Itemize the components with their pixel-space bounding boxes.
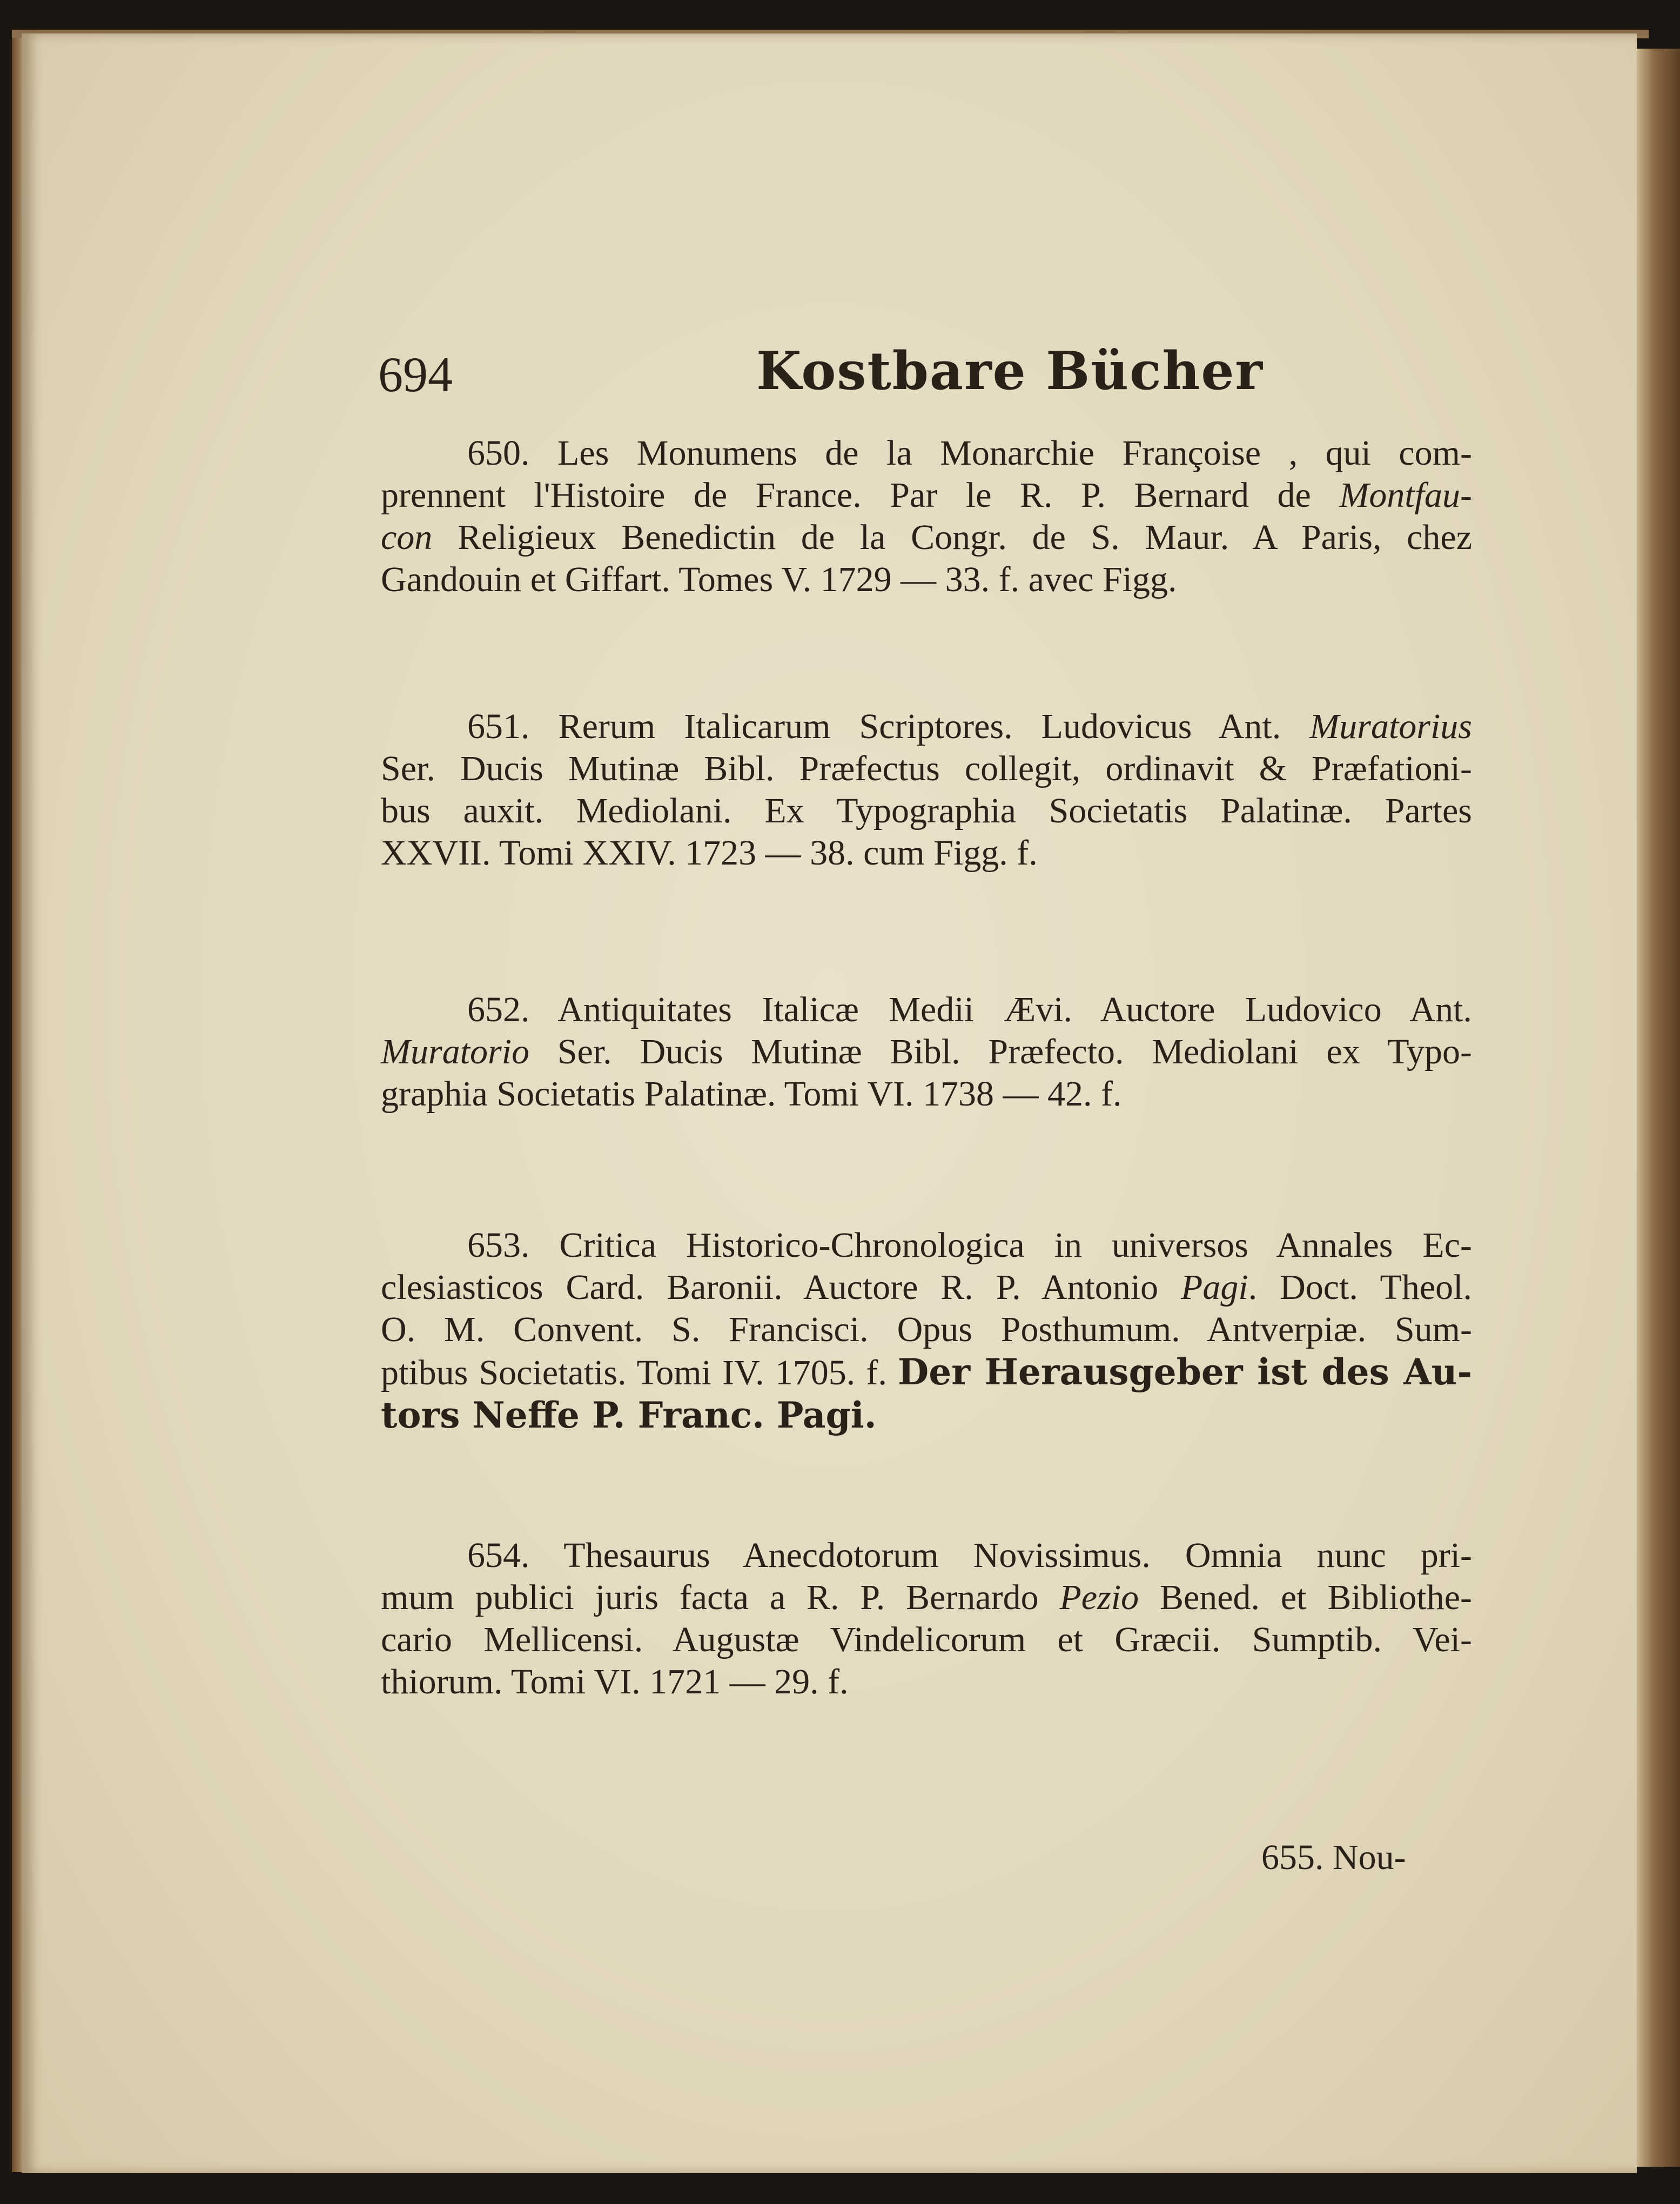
text-segment: graphia Societatis Palatinæ. Tomi VI. 1738 — 42. f.	[381, 1074, 1122, 1114]
text-line	[381, 517, 1472, 559]
text-segment: 653. Critica Historico-Chronologica in universos Annales Ec-	[467, 1225, 1472, 1265]
text-segment: Bened. et Bibliothe-	[1139, 1578, 1472, 1617]
page-number: 694	[378, 347, 453, 402]
text-line	[381, 1309, 1472, 1351]
text-line	[381, 1661, 1472, 1703]
text-line	[381, 1619, 1472, 1661]
text-segment: mum publici juris facta a R. P. Bernardo	[381, 1578, 1060, 1617]
text-line	[381, 559, 1472, 601]
entry-651	[381, 706, 1472, 874]
text-segment: O. M. Convent. S. Francisci. Opus Posthumum. Antverpiæ. Sum-	[381, 1310, 1472, 1349]
text-segment: cario Mellicensi. Augustæ Vindelicorum et Græcii. Sumptib. Vei-	[381, 1620, 1472, 1659]
text-line	[381, 790, 1472, 832]
entry-654	[381, 1535, 1472, 1703]
catchword: 655. Nou-	[1261, 1838, 1406, 1877]
italic-name: Pagi	[1181, 1268, 1248, 1307]
text-line	[381, 1577, 1472, 1619]
text-segment: 654. Thesaurus Anecdotorum Novissimus. Omnia nunc pri-	[467, 1536, 1472, 1575]
italic-name: Montfau-	[1339, 475, 1472, 515]
text-line	[381, 1351, 1472, 1394]
italic-name: Muratorio	[381, 1032, 530, 1071]
page-fore-edge	[1637, 49, 1680, 2167]
text-line	[381, 474, 1472, 517]
text-segment: . Doct. Theol.	[1248, 1268, 1472, 1307]
fraktur-note: Der Herausgeber ist des Au-	[897, 1351, 1473, 1393]
text-line	[381, 1031, 1472, 1073]
italic-name: Pezio	[1059, 1578, 1139, 1617]
text-segment: ptibus Societatis. Tomi IV. 1705. f.	[381, 1353, 898, 1392]
running-title: Kostbare Bücher	[756, 340, 1264, 401]
entry-650	[381, 432, 1472, 601]
text-line	[381, 832, 1472, 874]
text-segment: 652. Antiquitates Italicæ Medii Ævi. Auctore Ludovico Ant.	[467, 990, 1472, 1029]
text-segment: Gandouin et Giffart. Tomes V. 1729 — 33. f. avec Figg.	[381, 560, 1177, 599]
entry-653	[381, 1224, 1472, 1437]
text-segment: thiorum. Tomi VI. 1721 — 29. f.	[381, 1662, 849, 1701]
text-segment: 650. Les Monumens de la Monarchie Françoise , qui com-	[467, 433, 1472, 473]
text-line	[381, 706, 1472, 748]
text-segment: clesiasticos Card. Baronii. Auctore R. P. Antonio	[381, 1268, 1181, 1307]
text-segment: Ser. Ducis Mutinæ Bibl. Præfectus collegit, ordinavit & Præfationi-	[381, 749, 1472, 788]
text-segment: bus auxit. Mediolani. Ex Typographia Societatis Palatinæ. Partes	[381, 791, 1472, 830]
entry-652	[381, 989, 1472, 1115]
text-line	[381, 1394, 1472, 1437]
text-segment: prennent l'Histoire de France. Par le R. P. Bernard de	[381, 475, 1340, 515]
text-line	[381, 1073, 1472, 1115]
text-line	[381, 432, 1472, 474]
text-segment: Ser. Ducis Mutinæ Bibl. Præfecto. Mediolani ex Typo-	[529, 1032, 1472, 1071]
fraktur-note: tors Neffe P. Franc. Pagi.	[381, 1394, 877, 1436]
text-line	[381, 1535, 1472, 1577]
text-line	[381, 748, 1472, 790]
text-segment: Religieux Benedictin de la Congr. de S. Maur. A Paris, chez	[432, 518, 1472, 557]
italic-name: Muratorius	[1309, 707, 1472, 746]
text-segment: XXVII. Tomi XXIV. 1723 — 38. cum Figg. f.	[381, 833, 1038, 873]
text-segment: 651. Rerum Italicarum Scriptores. Ludovicus Ant.	[467, 707, 1310, 746]
text-line	[381, 1267, 1472, 1309]
text-line	[381, 1224, 1472, 1267]
text-line	[381, 989, 1472, 1031]
italic-name: con	[381, 518, 433, 557]
